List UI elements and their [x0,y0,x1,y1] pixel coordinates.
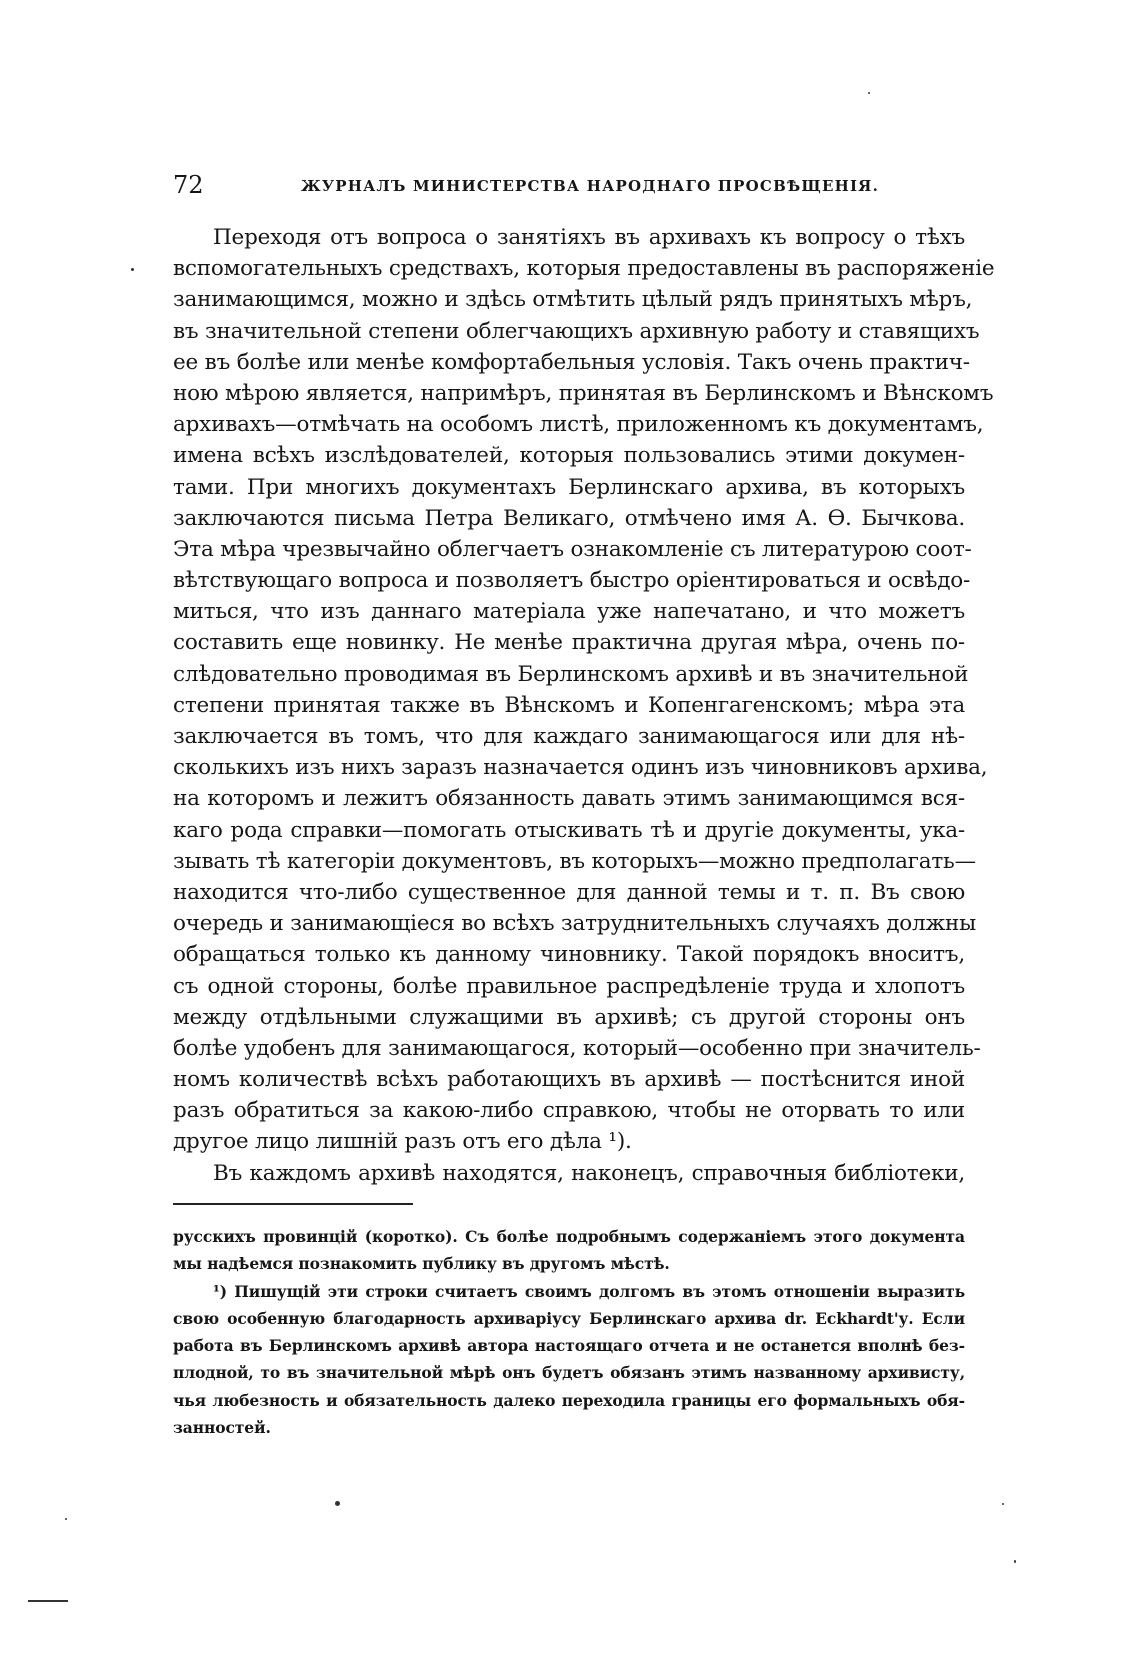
text-line: ее въ болѣе или менѣе комфортабельныя условія. Такъ очень практич- [173,349,970,375]
text-line: ною мѣрою является, напримѣръ, принятая въ Берлинскомъ и Вѣнскомъ [173,380,994,406]
text-line: заключается въ томъ, что для каждаго занимающагося или для нѣ- [173,724,965,749]
text-line: Эта мѣра чрезвычайно облегчаетъ ознакомленіе съ литературою соот- [173,536,972,562]
footnote-line: ¹) Пишущій эти строки считаетъ своимъ долгомъ въ этомъ отношеніи выразить [213,1281,965,1301]
text-line: сколькихъ изъ нихъ заразъ назначается одинъ изъ чиновниковъ архива, [173,755,988,781]
footnote-line: мы надѣемся познакомить публику въ другомъ мѣстѣ. [173,1254,670,1274]
footnote-line: плодной, то въ значительной мѣрѣ онъ будетъ обязанъ этимъ названному архивисту, [173,1363,965,1383]
text-line: Въ каждомъ архивѣ находятся, наконецъ, справочныя библіотеки, [213,1160,965,1186]
text-line: номъ количествѣ всѣхъ работающихъ въ архивѣ — постѣснится иной [173,1067,965,1093]
scan-speck [335,1501,340,1506]
text-line: обращаться только къ данному чиновнику. Такой порядокъ вноситъ, [173,942,965,968]
text-line: съ одной стороны, болѣе правильное распредѣленіе труда и хлопотъ [173,973,965,999]
text-line: очередь и занимающіеся во всѣхъ затруднительныхъ случаяхъ должны [173,911,977,937]
scan-speck [1002,1503,1004,1505]
page-number: 72 [173,171,204,199]
text-line: Переходя отъ вопроса о занятіяхъ въ архивахъ къ вопросу о тѣхъ [213,225,965,250]
text-line: зывать тѣ категоріи документовъ, въ которыхъ—можно предполагать— [173,848,976,874]
footnotes [173,1223,965,1441]
footnote-divider [173,1203,413,1205]
scan-speck [868,92,870,94]
text-line: занимающимся, можно и здѣсь отмѣтить цѣлый рядъ принятыхъ мѣръ, [173,287,973,313]
footnote-line: чья любезность и обязательность далеко переходила границы его формальныхъ обя- [173,1390,965,1410]
text-line: слѣдовательно проводимая въ Берлинскомъ архивѣ и въ значительной [173,661,969,687]
scan-speck [65,1518,67,1520]
text-line: на которомъ и лежитъ обязанность давать этимъ занимающимся вся- [173,786,965,812]
footnote-line: русскихъ провинцій (коротко). Съ болѣе подробнымъ содержаніемъ этого документа [173,1227,965,1246]
scan-speck [1014,1560,1016,1563]
text-line: находится что-либо существенное для данной темы и т. п. Въ свою [173,879,965,905]
footnote-line: свою особенную благодарность архиваріусу Берлинскаго архива dr. Eckhardt'у. Если [173,1308,965,1328]
text-line: между отдѣльными служащими въ архивѣ; съ другой стороны онъ [173,1004,965,1030]
text-line: болѣе удобенъ для занимающагося, который—особенно при значитель- [173,1035,981,1061]
scan-speck [131,268,134,271]
footnote-line: работа въ Берлинскомъ архивѣ автора настоящаго отчета и не останется вполнѣ без- [173,1336,965,1356]
text-line: въ значительной степени облегчающихъ архивную работу и ставящихъ [173,318,980,344]
footnote-line: занностей. [173,1418,271,1438]
scan-mark [28,1600,68,1602]
text-line: вѣтствующаго вопроса и позволяетъ быстро оріентироваться и освѣдо- [173,568,971,594]
text-line: каго рода справки—помогать отыскивать тѣ и другіе документы, ука- [173,817,965,843]
page-header [173,170,963,200]
text-line: тами. При многихъ документахъ Берлинскаго архива, въ которыхъ [173,474,965,500]
text-line: архивахъ—отмѣчать на особомъ листѣ, приложенномъ къ документамъ, [173,412,984,438]
main-text [173,222,995,1189]
text-line: заключаются письма Петра Великаго, отмѣчено имя А. Ѳ. Бычкова. [173,505,965,531]
running-title: ЖУРНАЛЪ МИНИСТЕРСТВА НАРОДНАГО ПРОСВѢЩЕНІЯ. [301,177,880,195]
text-line: разъ обратиться за какою-либо справкою, чтобы не оторвать то или [173,1098,965,1124]
text-line: другое лицо лишній разъ отъ его дѣла ¹). [173,1129,632,1155]
text-line: составить еще новинку. Не менѣе практична другая мѣра, очень по- [173,630,965,656]
text-line: миться, что изъ даннаго матеріала уже напечатано, и что можетъ [173,599,965,625]
text-line: вспомогательныхъ средствахъ, которыя предоставлены въ распоряженіе [173,256,995,282]
text-line: имена всѣхъ изслѣдователей, которыя пользовались этими докумен- [173,443,965,469]
text-line: степени принятая также въ Вѣнскомъ и Копенгагенскомъ; мѣра эта [173,692,965,718]
